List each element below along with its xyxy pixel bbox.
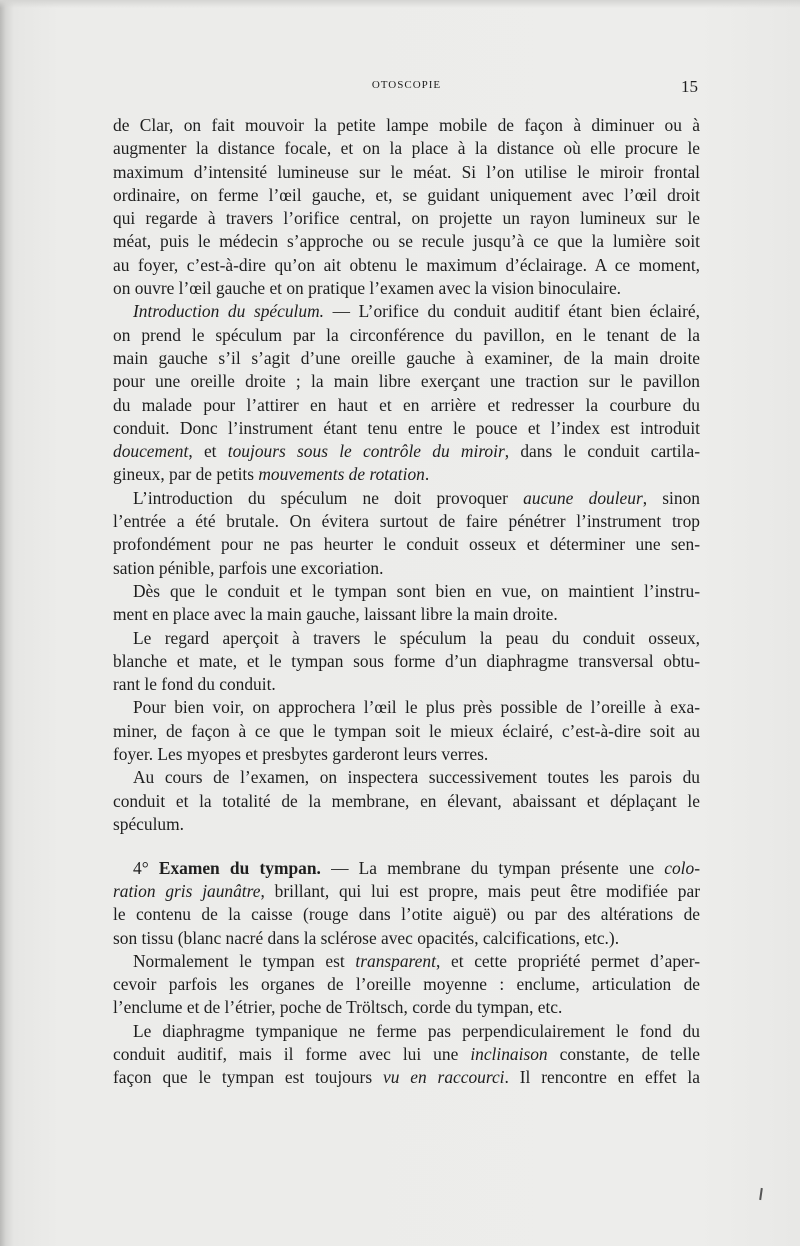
text-line [113, 137, 700, 160]
text-line [113, 254, 700, 277]
text-run: le contenu de la caisse (rouge dans l’otite aiguë) ou par des altérations de [113, 904, 700, 925]
paragraph [113, 114, 700, 300]
text-line [113, 1020, 700, 1043]
text-run: Dès que le conduit et le tympan sont bien en vue, on maintient l’instru- [133, 580, 700, 601]
text-run: méat, puis le médecin s’approche ou se recule jusqu’à ce que la lumière soit [113, 231, 700, 252]
text-run: on ouvre l’œil gauche et on pratique l’examen avec la vision binoculaire. [113, 278, 622, 299]
text-line [113, 813, 700, 836]
text-run: L’introduction du spéculum ne doit provoquer [133, 487, 524, 508]
paragraph [113, 627, 700, 697]
text-run: qui regarde à travers l’orifice central, on projette un rayon lumineux sur le [113, 208, 700, 229]
paragraph [113, 950, 700, 1020]
text-line [113, 440, 700, 463]
text-line [113, 394, 700, 417]
text-run: pour une oreille droite ; la main libre exerçant une traction sur le pavillon [113, 371, 700, 392]
italic-text: aucune douleur [523, 487, 643, 508]
text-run: . [424, 464, 430, 485]
text-line [113, 487, 700, 510]
text-line [113, 533, 700, 556]
text-run: l’entrée a été brutale. On évitera surtout de faire pénétrer l’instrument trop [113, 511, 700, 532]
text-run: — L’orifice du conduit auditif étant bien éclairé, [323, 301, 700, 322]
paragraph [113, 580, 700, 627]
text-run: Le regard aperçoit à travers le spéculum la peau du conduit osseux, [133, 627, 700, 648]
text-run: l’enclume et de l’étrier, poche de Tröltsch, corde du tympan, etc. [113, 997, 563, 1018]
text-run: . Il rencontre en effet la [504, 1067, 700, 1088]
text-line [113, 650, 700, 673]
text-run: , et cette propriété permet d’aper- [435, 950, 700, 971]
running-title: OTOSCOPIE [371, 79, 442, 91]
text-run: blanche et mate, et le tympan sous forme d’un diaphragme transversal obtu- [113, 650, 700, 671]
text-run: foyer. Les myopes et presbytes garderont leurs verres. [113, 744, 489, 765]
text-run: profondément pour ne pas heurter le conduit osseux et déterminer une sen- [113, 534, 700, 555]
text-line [113, 184, 700, 207]
text-run: Le diaphragme tympanique ne ferme pas perpendiculairement le fond du [133, 1020, 700, 1041]
text-line [113, 696, 700, 719]
text-line [113, 417, 700, 440]
text-line [113, 557, 700, 580]
text-run: de Clar, on fait mouvoir la petite lampe mobile de façon à diminuer ou à [113, 115, 700, 135]
text-line [113, 627, 700, 650]
running-header [113, 77, 700, 97]
text-line [113, 950, 700, 973]
text-line [113, 880, 700, 903]
text-run: du malade pour l’attirer en haut et en arrière et redresser la courbure du [113, 394, 700, 415]
paragraph [113, 300, 700, 486]
text-line [113, 720, 700, 743]
text-run: rant le fond du conduit. [113, 674, 276, 695]
text-run: Normalement le tympan est [133, 950, 356, 971]
text-line [113, 580, 700, 603]
text-run: cevoir parfois les organes de l’oreille moyenne : enclume, articulation de [113, 974, 700, 995]
text-run: ordinaire, on ferme l’œil gauche, et, se guidant uniquement avec l’œil droit [113, 184, 700, 205]
text-section [113, 857, 700, 1090]
text-run: miner, de façon à ce que le tympan soit le mieux éclairé, c’est-à-dire soit au [113, 720, 700, 741]
text-line [113, 1066, 700, 1089]
italic-text: colo- [664, 857, 700, 878]
text-line [113, 114, 700, 137]
text-run: gineux, par de petits [113, 464, 259, 485]
text-run: constante, de telle [547, 1044, 700, 1065]
paragraph [113, 487, 700, 580]
text-line [113, 996, 700, 1019]
text-line [113, 324, 700, 347]
text-section [113, 114, 700, 836]
text-line [113, 161, 700, 184]
italic-text: transparent [355, 950, 436, 971]
text-line [113, 903, 700, 926]
text-run: conduit. Donc l’instrument étant tenu entre le pouce et l’index est introduit [113, 417, 700, 438]
italic-text: inclinaison [470, 1044, 548, 1065]
text-run: — La membrane du tympan présente une [320, 857, 665, 878]
text-run: façon que le tympan est toujours [113, 1067, 383, 1088]
text-run: augmenter la distance focale, et on la place à la distance où elle procure le [113, 138, 700, 159]
text-line [113, 1043, 700, 1066]
text-run: 4° [133, 857, 159, 878]
text-run: , sinon [642, 487, 700, 508]
body-text [113, 114, 700, 1090]
italic-text: vu en raccourci [382, 1067, 505, 1088]
text-run: main gauche s’il s’agit d’une oreille gauche à examiner, de la main droite [113, 347, 700, 368]
text-run: sation pénible, parfois une excoriation. [113, 557, 384, 578]
text-run: , et [188, 441, 228, 462]
text-run: maximum d’intensité lumineuse sur le méat. Si l’on utilise le miroir frontal [113, 161, 700, 182]
paragraph [113, 696, 700, 766]
text-line [113, 857, 700, 880]
text-line [113, 510, 700, 533]
text-line [113, 603, 700, 626]
text-line [113, 207, 700, 230]
text-line [113, 790, 700, 813]
text-run: on prend le spéculum par la circonférence du pavillon, en le tenant de la [113, 324, 700, 345]
text-line [113, 347, 700, 370]
text-line [113, 230, 700, 253]
text-run: conduit auditif, mais il forme avec lui une [113, 1044, 471, 1065]
text-line [113, 277, 700, 300]
text-line [113, 973, 700, 996]
italic-text: ration gris jaunâtre [113, 881, 261, 901]
paragraph [113, 1020, 700, 1090]
scan-speck [759, 1188, 763, 1200]
text-run: conduit et la totalité de la membrane, en élevant, abaissant et déplaçant le [113, 790, 700, 811]
paragraph [113, 766, 700, 836]
bold-heading: Examen du tympan. [158, 857, 321, 878]
text-run: ment en place avec la main gauche, laissant libre la main droite. [113, 604, 558, 625]
text-line [113, 766, 700, 789]
scan-shadow [0, 0, 800, 8]
italic-text: toujours sous le contrôle du miroir [227, 441, 505, 462]
italic-text: Introduction du spéculum. [133, 301, 324, 322]
text-run: , brillant, qui lui est propre, mais peut être modifiée par [260, 881, 700, 901]
paragraph [113, 857, 700, 950]
text-line [113, 300, 700, 323]
italic-text: doucement [113, 441, 189, 462]
text-line [113, 673, 700, 696]
italic-text: mouvements de rotation [258, 464, 425, 485]
text-line [113, 370, 700, 393]
page-number: 15 [681, 77, 698, 96]
text-run: son tissu (blanc nacré dans la sclérose avec opacités, calcifications, etc.). [113, 927, 620, 948]
text-run: Pour bien voir, on approchera l’œil le plus près possible de l’oreille à exa- [133, 697, 700, 718]
text-run: , dans le conduit cartila- [504, 441, 700, 462]
text-line [113, 927, 700, 950]
text-run: Au cours de l’examen, on inspectera successivement toutes les parois du [133, 767, 700, 788]
text-line [113, 743, 700, 766]
text-run: spéculum. [113, 813, 184, 834]
text-run: au foyer, c’est-à-dire qu’on ait obtenu le maximum d’éclairage. A ce moment, [113, 254, 700, 275]
text-line [113, 463, 700, 486]
